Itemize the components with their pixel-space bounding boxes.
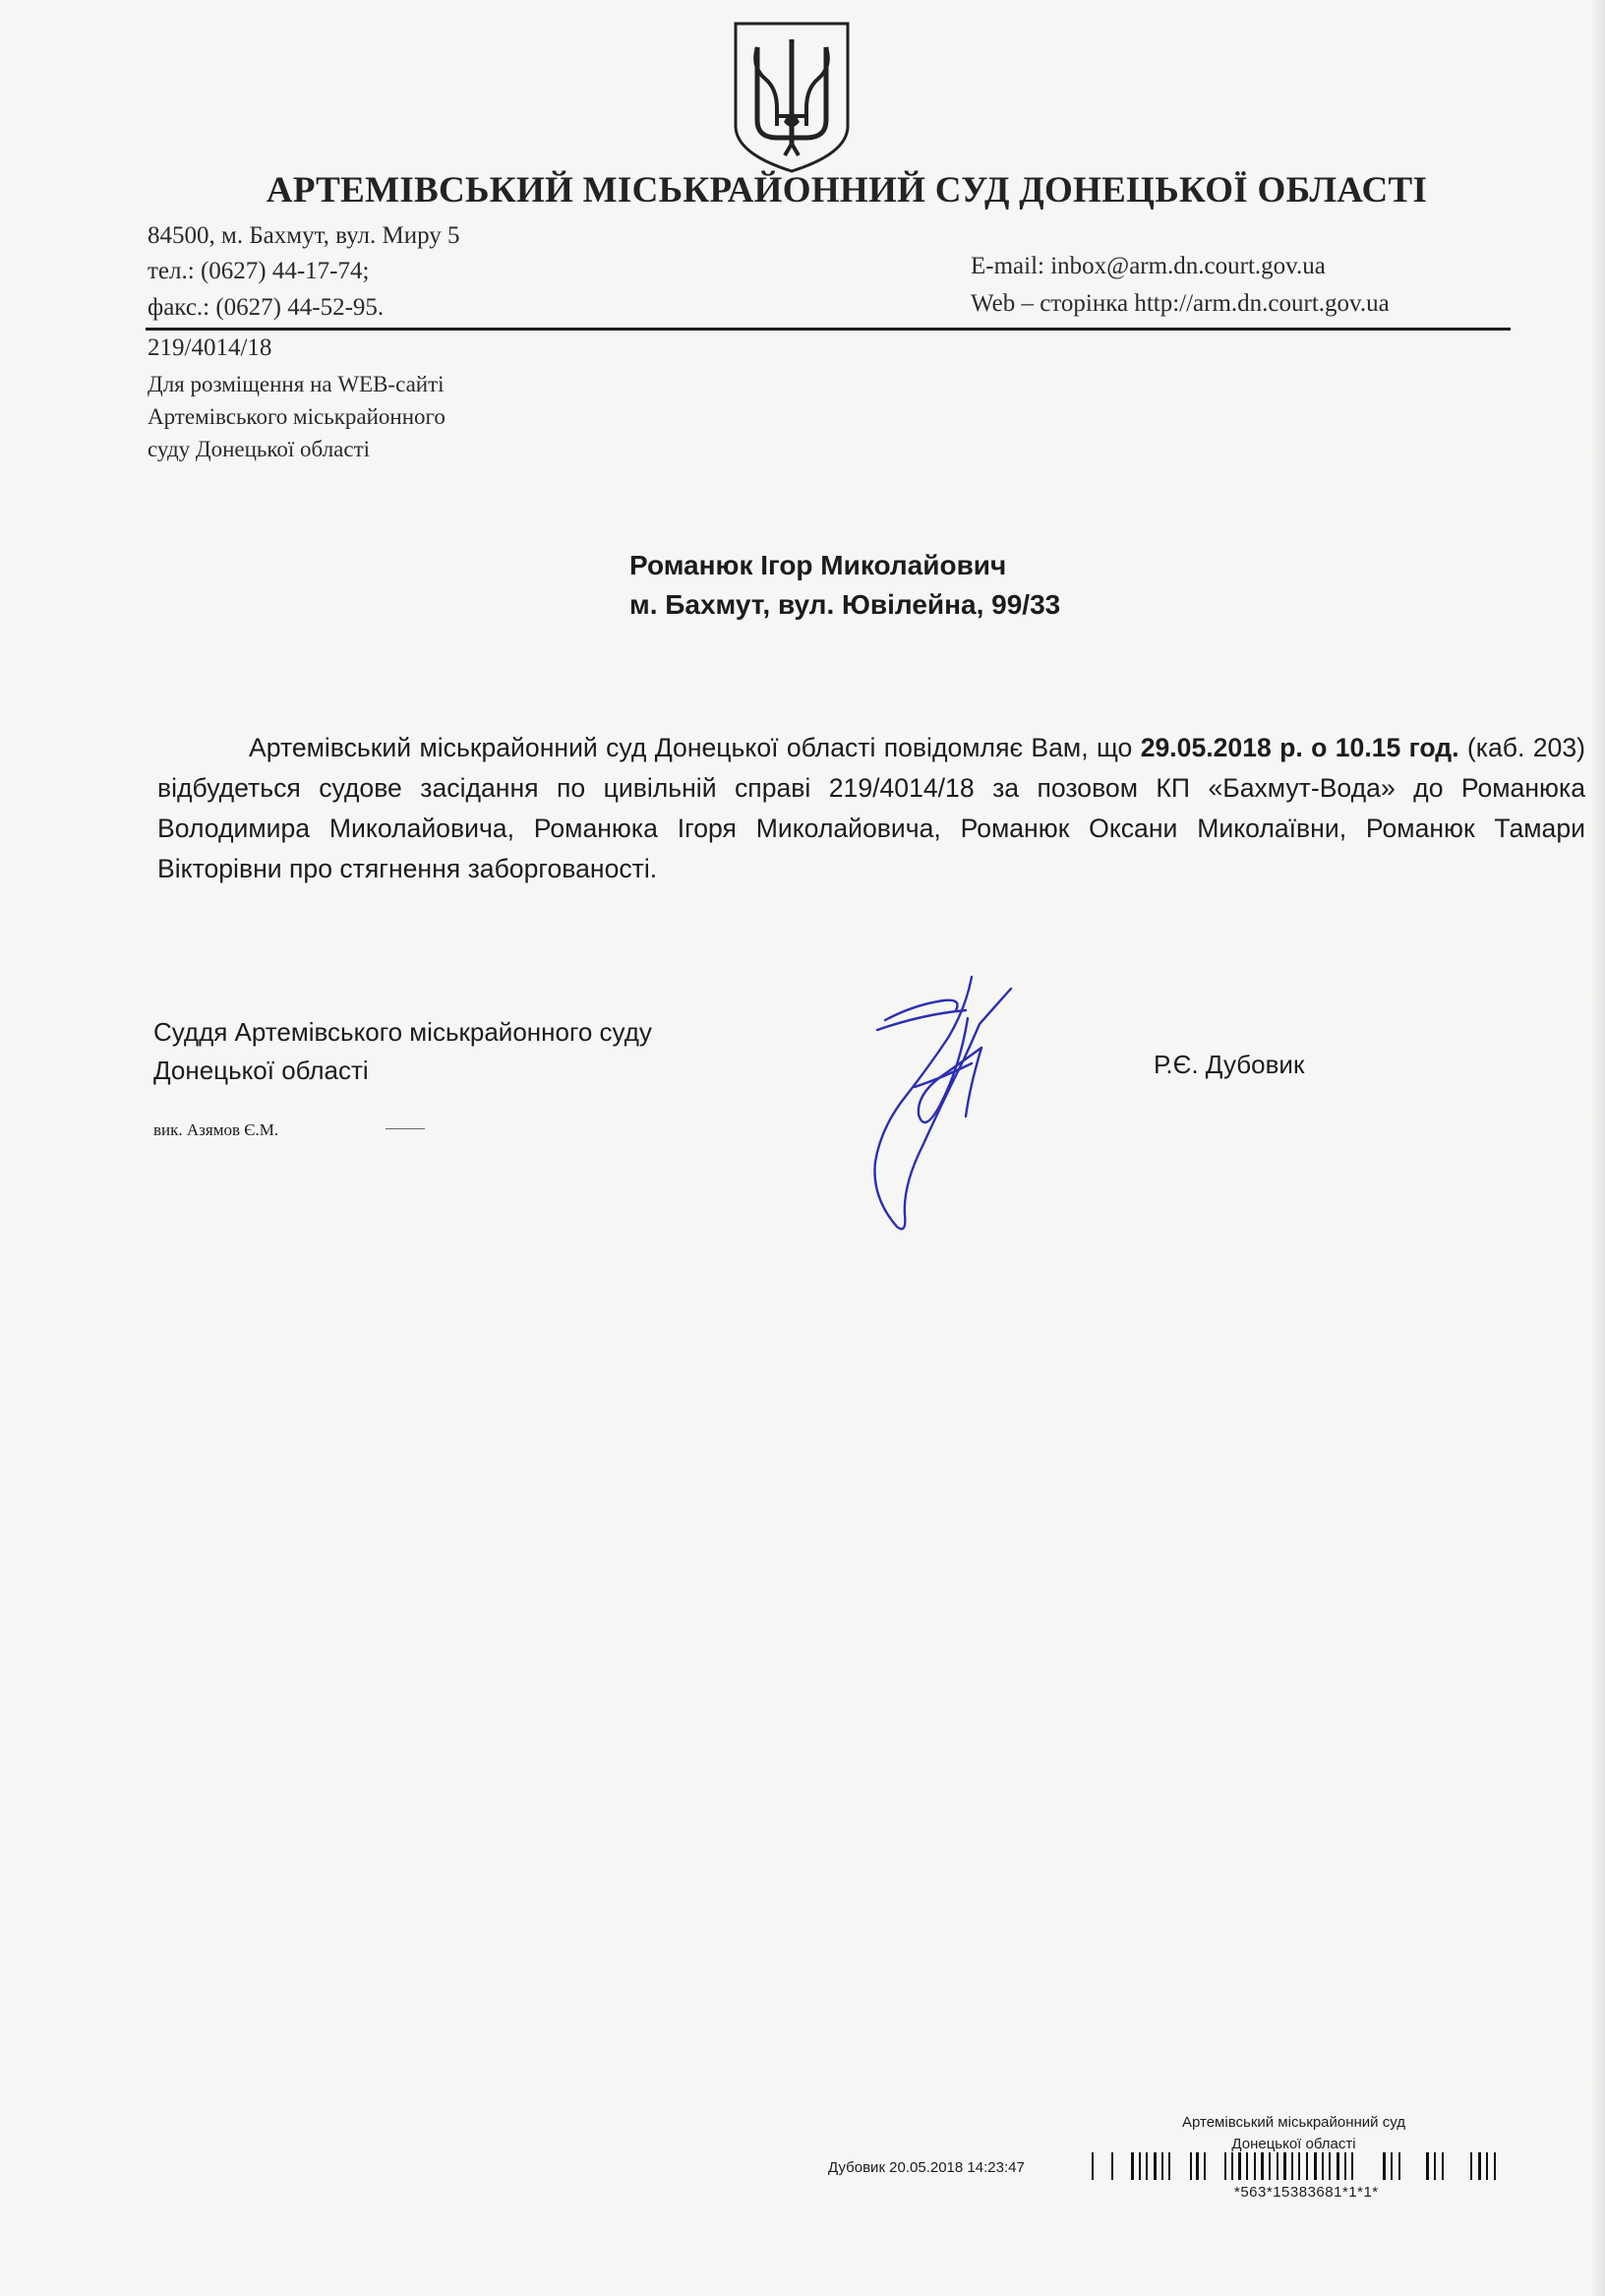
barcode-number: *563*15383681*1*1* [1234,2184,1379,2201]
case-number: 219/4014/18 [148,334,272,361]
notice-paragraph [157,728,1585,889]
executor-note: вик. Азямов Є.М. [153,1120,279,1139]
court-website: Web – сторінка http://arm.dn.court.gov.ua [971,290,1390,317]
court-phone: тел.: (0627) 44-17-74; [148,258,370,284]
header-divider [146,328,1511,331]
judge-title-line-2: Донецької області [153,1056,369,1085]
court-fax: факс.: (0627) 44-52-95. [148,294,385,321]
notice-body [157,728,1585,889]
recipient-name: Романюк Ігор Миколайович [629,550,1007,580]
judge-title-line-1: Суддя Артемівського міськрайонного суду [153,1017,652,1047]
esignature-court [1182,2112,1405,2155]
esignature-court-line-1: Артемівський міськрайонний суд [1182,2114,1405,2131]
notice-text-part-1: Артемівський міськрайонний суд Донецької області повідомляє Вам, що [249,733,1141,762]
court-address: 84500, м. Бахмут, вул. Миру 5 [148,222,460,249]
scan-edge-shadow [1591,0,1605,2296]
barcode [1092,2150,1574,2182]
esignature-timestamp: Дубовик 20.05.2018 14:23:47 [828,2159,1025,2176]
web-note-line-3: суду Донецької області [148,437,371,461]
notice-text-part-2: (каб. 203) відбудеться судове засідання по цивільній справі 219/4014/18 за позовом КП «Бахмут-Вода» до Романюка Володимира Миколайовича, Романюка Ігоря Миколайовича, Романюк Оксани Миколаївни, Романюк Тамари Вікторівни про стягнення заборгованості. [157,733,1585,883]
coat-of-arms-emblem [728,18,856,175]
judge-title [153,1013,652,1090]
court-name-heading: АРТЕМІВСЬКИЙ МІСЬКРАЙОННИЙ СУД ДОНЕЦЬКОЇ ОБЛАСТІ [266,170,1428,211]
recipient-block [629,546,1060,625]
web-note-line-2: Артемівського міськрайонного [148,404,446,429]
court-email: E-mail: inbox@arm.dn.court.gov.ua [971,253,1326,279]
hearing-datetime: 29.05.2018 р. о 10.15 год. [1140,733,1459,762]
recipient-address: м. Бахмут, вул. Ювілейна, 99/33 [629,589,1061,620]
handwritten-signature [846,969,1072,1244]
executor-underline [386,1128,425,1129]
judge-name: Р.Є. Дубовик [1154,1050,1305,1079]
esignature-court-line-2: Донецької області [1231,2136,1356,2152]
web-note-line-1: Для розміщення на WEB-сайті [148,372,445,396]
